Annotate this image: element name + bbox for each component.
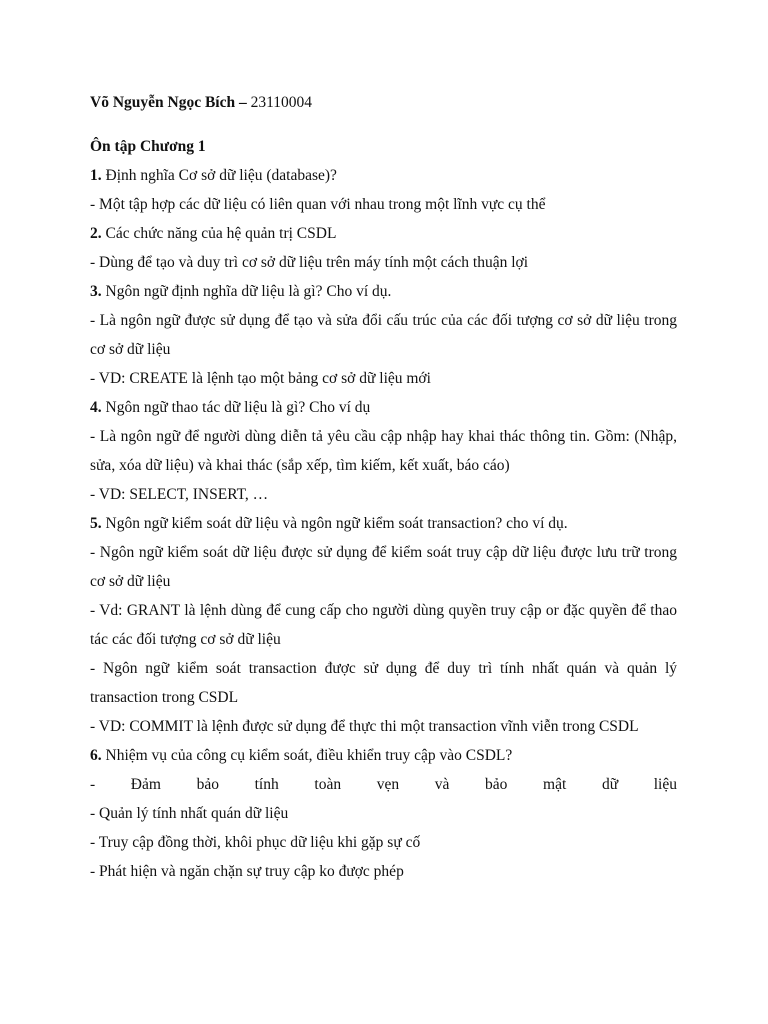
answer-4-1: - Là ngôn ngữ để người dùng diễn tả yêu cầu cập nhập hay khai thác thông tin. Gồm: (Nhập, sửa, xóa dữ liệu) và khai thác (sắp xếp, tìm kiếm, kết xuất, báo cáo) bbox=[90, 428, 677, 474]
question-number: 5. bbox=[90, 515, 102, 532]
question-number: 6. bbox=[90, 747, 102, 764]
question-number: 4. bbox=[90, 399, 102, 416]
student-id: 23110004 bbox=[250, 94, 313, 111]
answer-6-3: - Truy cập đồng thời, khôi phục dữ liệu khi gặp sự cố bbox=[90, 834, 421, 851]
question-text: Ngôn ngữ thao tác dữ liệu là gì? Cho ví dụ bbox=[105, 399, 371, 416]
answer-5-3: - Ngôn ngữ kiểm soát transaction được sử dụng để duy trì tính nhất quán và quản lý transaction trong CSDL bbox=[90, 660, 677, 706]
question-number: 2. bbox=[90, 225, 102, 242]
question-text: Ngôn ngữ kiểm soát dữ liệu và ngôn ngữ kiểm soát transaction? cho ví dụ. bbox=[105, 515, 568, 532]
question-number: 1. bbox=[90, 167, 102, 184]
answer-5-4: - VD: COMMIT là lệnh được sử dụng để thực thi một transaction vĩnh viễn trong CSDL bbox=[90, 718, 639, 735]
question-5 bbox=[90, 509, 677, 538]
answer-3-2: - VD: CREATE là lệnh tạo một bảng cơ sở dữ liệu mới bbox=[90, 370, 431, 387]
question-text: Nhiệm vụ của công cụ kiểm soát, điều khiển truy cập vào CSDL? bbox=[105, 747, 513, 764]
answer-5-1: - Ngôn ngữ kiểm soát dữ liệu được sử dụng để kiểm soát truy cập dữ liệu được lưu trữ trong cơ sở dữ liệu bbox=[90, 544, 677, 590]
question-1 bbox=[90, 161, 677, 190]
answer-2-1: - Dùng để tạo và duy trì cơ sở dữ liệu trên máy tính một cách thuận lợi bbox=[90, 254, 529, 271]
answer-6-4: - Phát hiện và ngăn chặn sự truy cập ko được phép bbox=[90, 863, 404, 880]
question-number: 3. bbox=[90, 283, 102, 300]
question-text: Định nghĩa Cơ sở dữ liệu (database)? bbox=[105, 167, 337, 184]
question-6 bbox=[90, 741, 677, 770]
answer-3-1: - Là ngôn ngữ được sử dụng để tạo và sửa đổi cấu trúc của các đối tượng cơ sở dữ liệu trong cơ sở dữ liệu bbox=[90, 312, 677, 358]
answer-4-2: - VD: SELECT, INSERT, … bbox=[90, 486, 269, 503]
question-text: Ngôn ngữ định nghĩa dữ liệu là gì? Cho ví dụ. bbox=[105, 283, 392, 300]
question-3 bbox=[90, 277, 677, 306]
question-text: Các chức năng của hệ quản trị CSDL bbox=[105, 225, 337, 242]
question-2 bbox=[90, 219, 677, 248]
answer-5-2: - Vd: GRANT là lệnh dùng để cung cấp cho người dùng quyền truy cập or đặc quyền để thao tác các đối tượng cơ sở dữ liệu bbox=[90, 602, 677, 648]
answer-6-2: - Quản lý tính nhất quán dữ liệu bbox=[90, 805, 289, 822]
author-line bbox=[90, 88, 677, 117]
answer-1-1: - Một tập hợp các dữ liệu có liên quan với nhau trong một lĩnh vực cụ thể bbox=[90, 196, 546, 213]
question-4 bbox=[90, 393, 677, 422]
answer-6-1: - Đảm bảo tính toàn vẹn và bảo mật dữ liệu bbox=[90, 776, 677, 793]
author-name: Võ Nguyễn Ngọc Bích – bbox=[90, 94, 247, 111]
document-page bbox=[90, 88, 677, 886]
document-title: Ôn tập Chương 1 bbox=[90, 138, 206, 155]
